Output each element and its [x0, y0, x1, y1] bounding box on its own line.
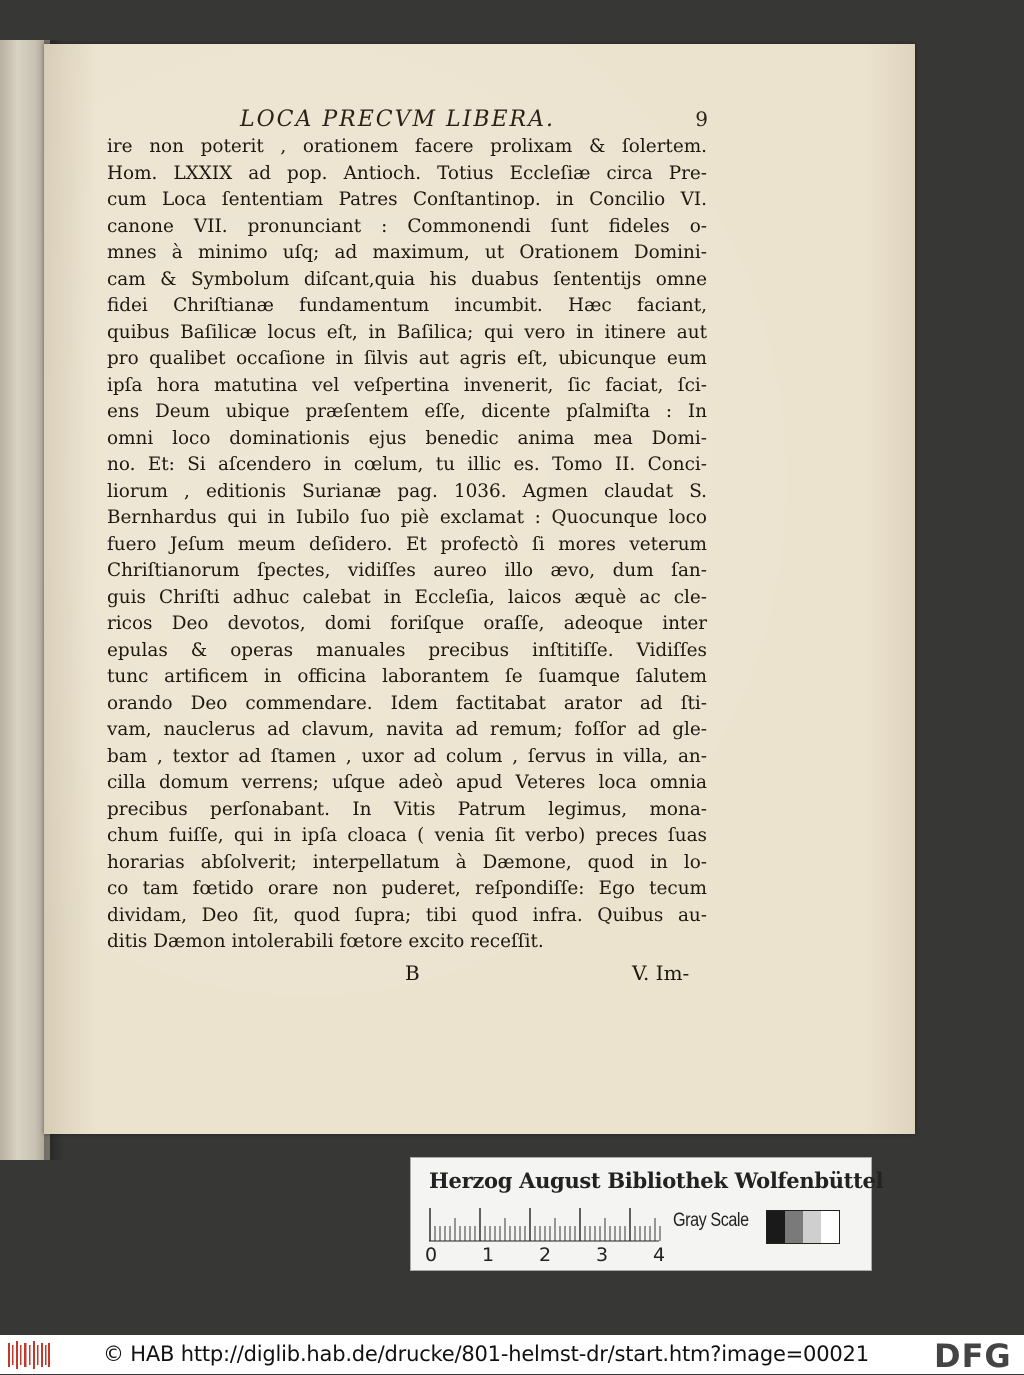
text-line: cam & Symbolum diſcant,quia his duabus ſententijs omne — [107, 268, 707, 290]
gray-swatch — [803, 1211, 821, 1243]
adjacent-page-edge — [0, 40, 50, 1160]
text-line: canone VII. pronunciant : Commonendi ſunt fideles o- — [107, 215, 707, 237]
text-line: Bernhardus qui in Iubilo ſuo piè exclamat : Quocunque loco — [107, 507, 707, 528]
text-line: quibus Baſilicæ locus eſt, in Baſilica; qui vero in itinere aut — [107, 321, 707, 343]
page-number: 9 — [695, 107, 710, 131]
text-line: co tam fœtido orare non puderet, reſpondiſſe: Ego tecum — [107, 878, 707, 899]
text-line: cum Loca ſententiam Patres Conſtantinop. in Concilio VI. — [107, 189, 707, 210]
ruler-label: 1 — [482, 1244, 495, 1266]
text-line: pro qualibet occaſione in ſilvis aut agris eſt, ubicunque eum — [107, 348, 707, 369]
text-line: ricos Deo devotos, domi foriſque oraſſe, adeoque inter — [107, 613, 707, 634]
text-line: cilla domum verrens; uſque adeò apud Veteres loca omnia — [107, 772, 707, 793]
text-line: dividam, Deo ſit, quod ſupra; tibi quod infra. Quibus au- — [107, 904, 707, 926]
text-line: mnes à minimo uſq; ad maximum, ut Orationem Domini- — [107, 242, 707, 263]
running-head-title: LOCA PRECVM LIBERA. — [240, 107, 555, 132]
library-name: Herzog August Bibliothek Wolfenbüttel — [429, 1168, 884, 1193]
text-line: orando Deo commendare. Idem factitabat arator ad ſti- — [107, 692, 707, 714]
text-line: tunc artificem in officina laborantem ſe ſuamque ſalutem — [107, 666, 707, 687]
footer-bar — [0, 1335, 1024, 1374]
text-line: chum fuiſſe, qui in ipſa cloaca ( venia ſit verbo) preces ſuas — [107, 825, 707, 846]
signature-mark: B — [405, 961, 420, 985]
text-line: guis Chriſti adhuc calebat in Eccleſia, laicos æquè ac cle- — [107, 586, 707, 608]
ruler-label: 0 — [425, 1244, 438, 1266]
body-text — [107, 134, 707, 956]
copyright-url: © HAB http://diglib.hab.de/drucke/801-helmst-dr/start.htm?image=00021 — [103, 1342, 869, 1366]
ruler-scale — [429, 1208, 669, 1242]
text-line: horarias abſolverit; interpellatum à Dæmone, quod in lo- — [107, 851, 707, 873]
ruler-label: 3 — [596, 1244, 609, 1266]
catchword: V. Im- — [632, 961, 690, 985]
text-line: Hom. LXXIX ad pop. Antioch. Totius Eccleſiæ circa Pre- — [107, 162, 707, 184]
running-head — [240, 107, 710, 137]
text-line: Chriſtianorum ſpectes, vidiſſes aureo illo ævo, dum ſan- — [107, 560, 707, 581]
gray-swatch — [767, 1211, 785, 1243]
text-line: ditis Dæmon intolerabili fœtore excito receſſit. — [107, 931, 544, 952]
ruler-label: 2 — [539, 1244, 552, 1266]
text-line: ire non poterit , orationem facere prolixam & ſolertem. — [107, 136, 707, 157]
ruler-label: 4 — [653, 1244, 666, 1266]
gray-swatch — [821, 1211, 839, 1243]
ruler-labels — [425, 1244, 685, 1266]
text-line: bam , textor ad ſtamen , uxor ad colum , ſervus in villa, an- — [107, 745, 707, 767]
gray-scale-swatches — [766, 1210, 840, 1244]
gray-swatch — [785, 1211, 803, 1243]
text-line: vam, nauclerus ad clavum, navita ad remum; foſſor ad gle- — [107, 719, 707, 740]
dfg-logo: DFG — [934, 1337, 1012, 1375]
text-line: no. Et: Si aſcendero in cœlum, tu illic es. Tomo II. Conci- — [107, 454, 707, 475]
barcode-icon — [8, 1341, 50, 1369]
text-line: omni loco dominationis ejus benedic anima mea Domi- — [107, 427, 707, 449]
color-reference-card — [410, 1157, 884, 1271]
text-line: liorum , editionis Surianæ pag. 1036. Agmen claudat S. — [107, 480, 707, 502]
text-line: ipſa hora matutina vel veſpertina invenerit, ſic faciat, ſci- — [107, 374, 707, 396]
text-line: epulas & operas manuales precibus inſtitiſſe. Vidiſſes — [107, 639, 707, 661]
text-line: fidei Chriſtianæ fundamentum incumbit. Hæc faciant, — [107, 295, 707, 316]
text-line: fuero Jeſum meum deſidero. Et profectò ſi mores veterum — [107, 533, 707, 555]
text-line: precibus perſonabant. In Vitis Patrum legimus, mona- — [107, 798, 707, 820]
text-line: ens Deum ubique præſentem eſſe, dicente pſalmiſta : In — [107, 401, 707, 422]
gray-scale-label: Gray Scale — [673, 1210, 749, 1231]
